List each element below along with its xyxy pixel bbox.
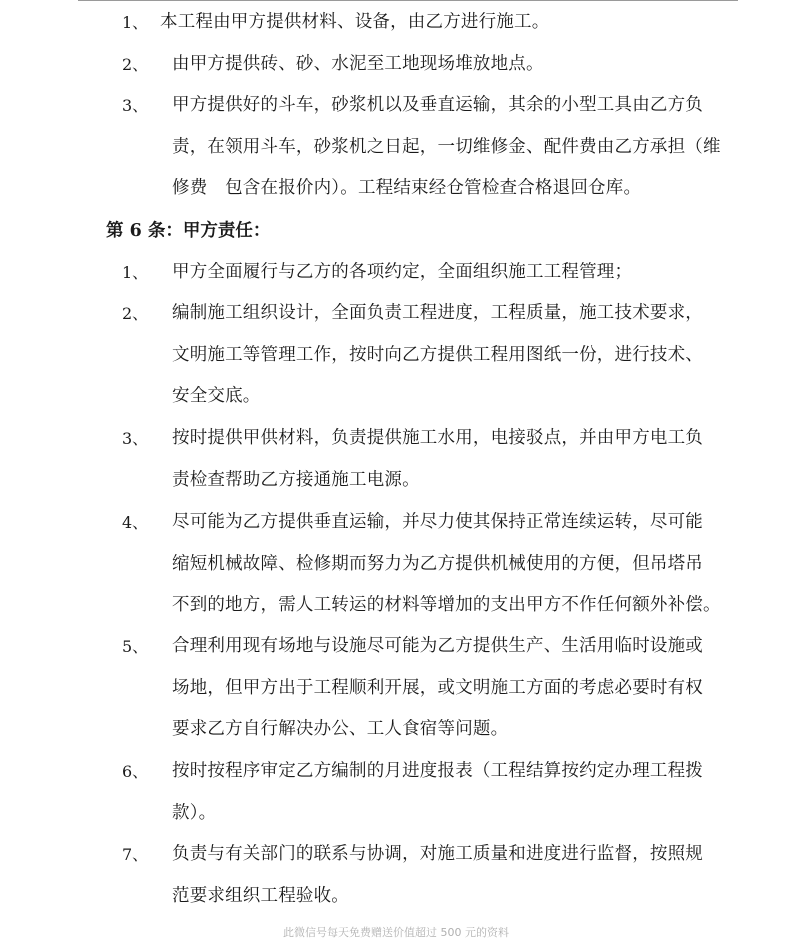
item-number: 4、 [122,513,149,532]
item-number: 7、 [122,845,149,864]
item-text-line: 安全交底。 [172,386,261,406]
item-text-line: 责，在领用斗车，砂浆机之日起，一切维修金、配件费由乙方承担（维 [172,136,721,157]
item-text-line: 按时提供甲供材料，负责提供施工水用，电接驳点，并由甲方电工负 [172,428,703,448]
item-number: 2、 [122,304,149,323]
item-number: 5、 [122,637,149,656]
item-text-line: 文明施工等管理工作，按时向乙方提供工程用图纸一份，进行技术、 [172,344,703,365]
item-number: 3、 [122,96,149,115]
item-number: 6、 [122,762,149,781]
item-text-line: 负责与有关部门的联系与协调，对施工质量和进度进行监督，按照规 [172,844,703,864]
item-text-line: 由甲方提供砖、砂、水泥至工地现场堆放地点。 [172,54,544,74]
item-text-line: 尽可能为乙方提供垂直运输，并尽力使其保持正常连续运转，尽可能 [172,512,703,532]
item-text-line: 款）。 [172,802,217,823]
item-text-line: 合理利用现有场地与设施尽可能为乙方提供生产、生活用临时设施或 [172,636,703,656]
item-text-line: 本工程由甲方提供材料、设备，由乙方进行施工。 [160,12,550,32]
item-text-line: 修费 包含在报价内）。工程结束经仓管检查合格退回仓库。 [172,178,642,198]
item-text-line: 甲方全面履行与乙方的各项约定，全面组织施工工程管理； [172,262,633,282]
top-divider [78,0,738,1]
item-number: 3、 [122,429,149,448]
item-text-line: 责检查帮助乙方接通施工电源。 [172,469,420,490]
item-number: 2、 [122,55,149,74]
footer-watermark-text: 此微信号每天免费赠送价值超过 500 元的资料 [283,926,509,939]
item-text-line: 编制施工组织设计，全面负责工程进度，工程质量，施工技术要求， [172,303,703,323]
section-heading: 第 6 条：甲方责任： [106,221,271,241]
item-text-line: 场地，但甲方出于工程顺利开展，或文明施工方面的考虑必要时有权 [172,677,703,698]
item-number: 1、 [122,13,149,32]
item-text-line: 甲方提供好的斗车，砂浆机以及垂直运输，其余的小型工具由乙方负 [172,95,703,115]
item-text-line: 缩短机械故障、检修期而努力为乙方提供机械使用的方便，但吊塔吊 [172,553,703,574]
item-text-line: 按时按程序审定乙方编制的月进度报表（工程结算按约定办理工程拨 [172,761,703,781]
item-text-line: 范要求组织工程验收。 [172,885,349,906]
item-text-line: 不到的地方，需人工转运的材料等增加的支出甲方不作任何额外补偿。 [172,595,721,615]
item-text-line: 要求乙方自行解决办公、工人食宿等问题。 [172,719,509,739]
item-number: 1、 [122,263,149,282]
